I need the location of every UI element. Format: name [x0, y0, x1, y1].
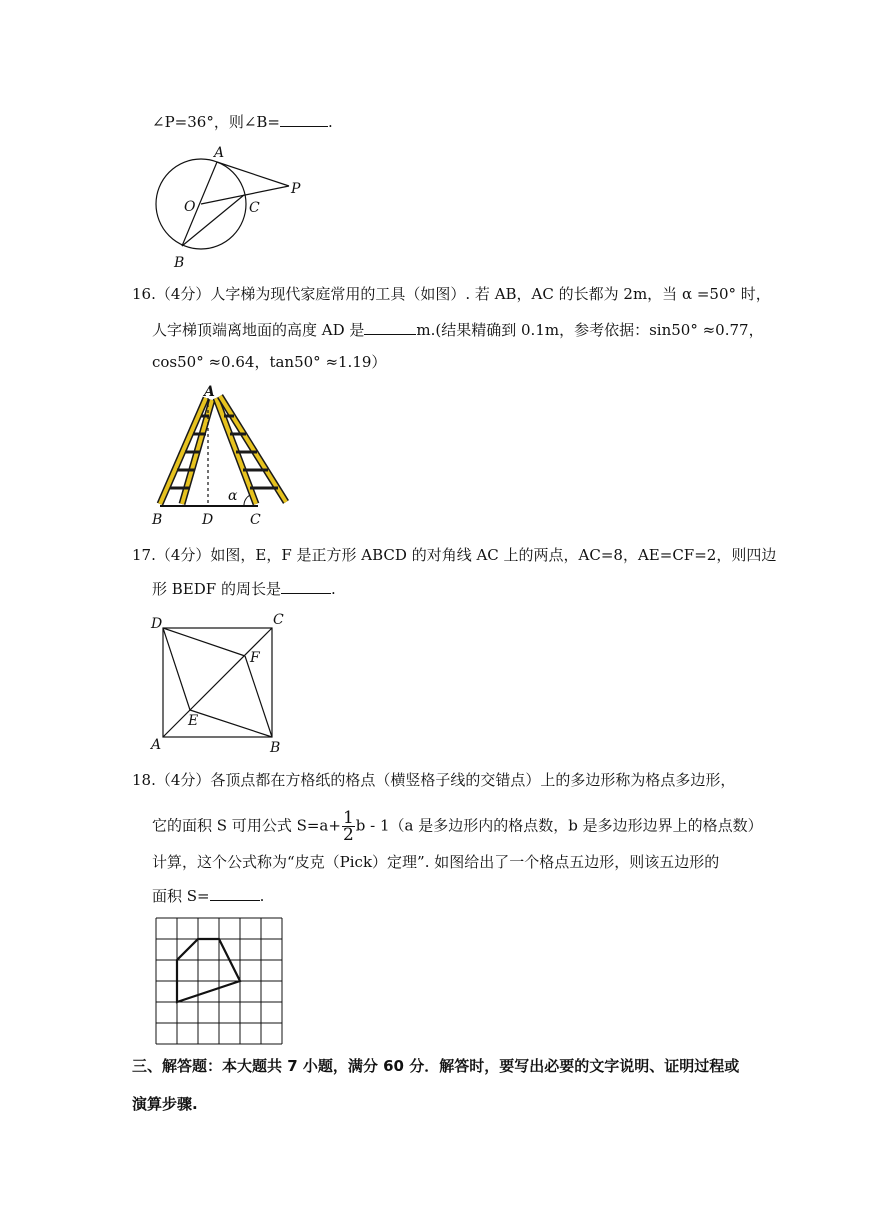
segment-op: [201, 186, 289, 204]
q18-period: .: [259, 887, 265, 905]
label-a: A: [214, 145, 225, 161]
label-b: B: [174, 255, 185, 271]
q18-line2-b: b - 1（a 是多边形内的格点数，b 是多边形边界上的格点数）: [355, 816, 763, 835]
segment-bf: [245, 656, 272, 737]
label-d: D: [151, 616, 163, 632]
q15-condition: [152, 112, 333, 132]
label-o: O: [184, 199, 196, 215]
diagonal-ac: [163, 628, 272, 737]
q18-line2: [152, 810, 763, 843]
label-alpha: α: [228, 488, 238, 504]
q17-line2: [152, 579, 336, 599]
q16-line2-a: 人字梯顶端离地面的高度 AD 是: [152, 321, 365, 339]
q16-line2: [152, 320, 764, 340]
section3-heading-cont: 演算步骤.: [132, 1095, 198, 1113]
label-p: P: [291, 181, 301, 197]
circle-figure: [148, 140, 318, 272]
segment-de: [163, 628, 190, 710]
q18-line1: 18.（4分）各顶点都在方格纸的格点（横竖格子线的交错点）上的多边形称为格点多边形，: [132, 771, 736, 789]
section3-heading: 三、解答题：本大题共 7 小题，满分 60 分．解答时，要写出必要的文字说明、证明过程或: [132, 1057, 740, 1075]
segment-be: [190, 710, 272, 737]
label-a: A: [204, 384, 215, 400]
grid-lines: [156, 918, 282, 1044]
fraction-denominator: 2: [342, 825, 354, 845]
segment-df: [163, 628, 245, 656]
ladder-figure: [146, 384, 298, 530]
answer-blank: [210, 886, 260, 901]
q16-line2-b: m.(结果精确到 0.1m，参考依据：sin50° ≈0.77，: [416, 321, 764, 339]
q18-line4: [152, 886, 264, 906]
answer-blank: [280, 112, 328, 127]
q15-condition-text: ∠P=36°，则∠B=: [152, 113, 280, 131]
fraction-half: [342, 810, 355, 843]
fraction-numerator: 1: [342, 808, 354, 828]
lattice-grid-figure: [150, 912, 290, 1052]
label-c: C: [273, 612, 284, 628]
q18-line3: 计算，这个公式称为“皮克（Pick）定理”. 如图给出了一个格点五边形，则该五边形的: [152, 853, 720, 871]
q18-line4-text: 面积 S=: [152, 887, 210, 905]
lattice-pentagon: [177, 939, 240, 1002]
q18-line2-a: 它的面积 S 可用公式 S=a+: [152, 816, 341, 835]
label-c: C: [250, 512, 261, 528]
segment-ap: [217, 162, 289, 186]
label-e: E: [188, 713, 199, 729]
answer-blank: [281, 579, 331, 594]
q17-period: .: [330, 580, 336, 598]
label-c: C: [249, 200, 260, 216]
q17-line1: 17.（4分）如图，E，F 是正方形 ABCD 的对角线 AC 上的两点，AC=8，AE=CF=2，则四边: [132, 546, 777, 564]
q16-line1: 16.（4分）人字梯为现代家庭常用的工具（如图）. 若 AB，AC 的长都为 2m，当 α =50° 时，: [132, 285, 771, 303]
label-f: F: [250, 650, 260, 666]
label-a: A: [151, 737, 162, 753]
q16-line3: cos50° ≈0.64，tan50° ≈1.19）: [152, 353, 387, 371]
q15-period: .: [327, 113, 333, 131]
label-b: B: [270, 740, 281, 756]
square-figure: [146, 610, 294, 756]
answer-blank: [364, 320, 416, 335]
angle-alpha-arc: [244, 495, 250, 506]
label-d: D: [202, 512, 214, 528]
ladder-right-rail-outer-yellow: [220, 396, 286, 502]
label-b: B: [152, 512, 163, 528]
q17-line2-text: 形 BEDF 的周长是: [152, 580, 281, 598]
